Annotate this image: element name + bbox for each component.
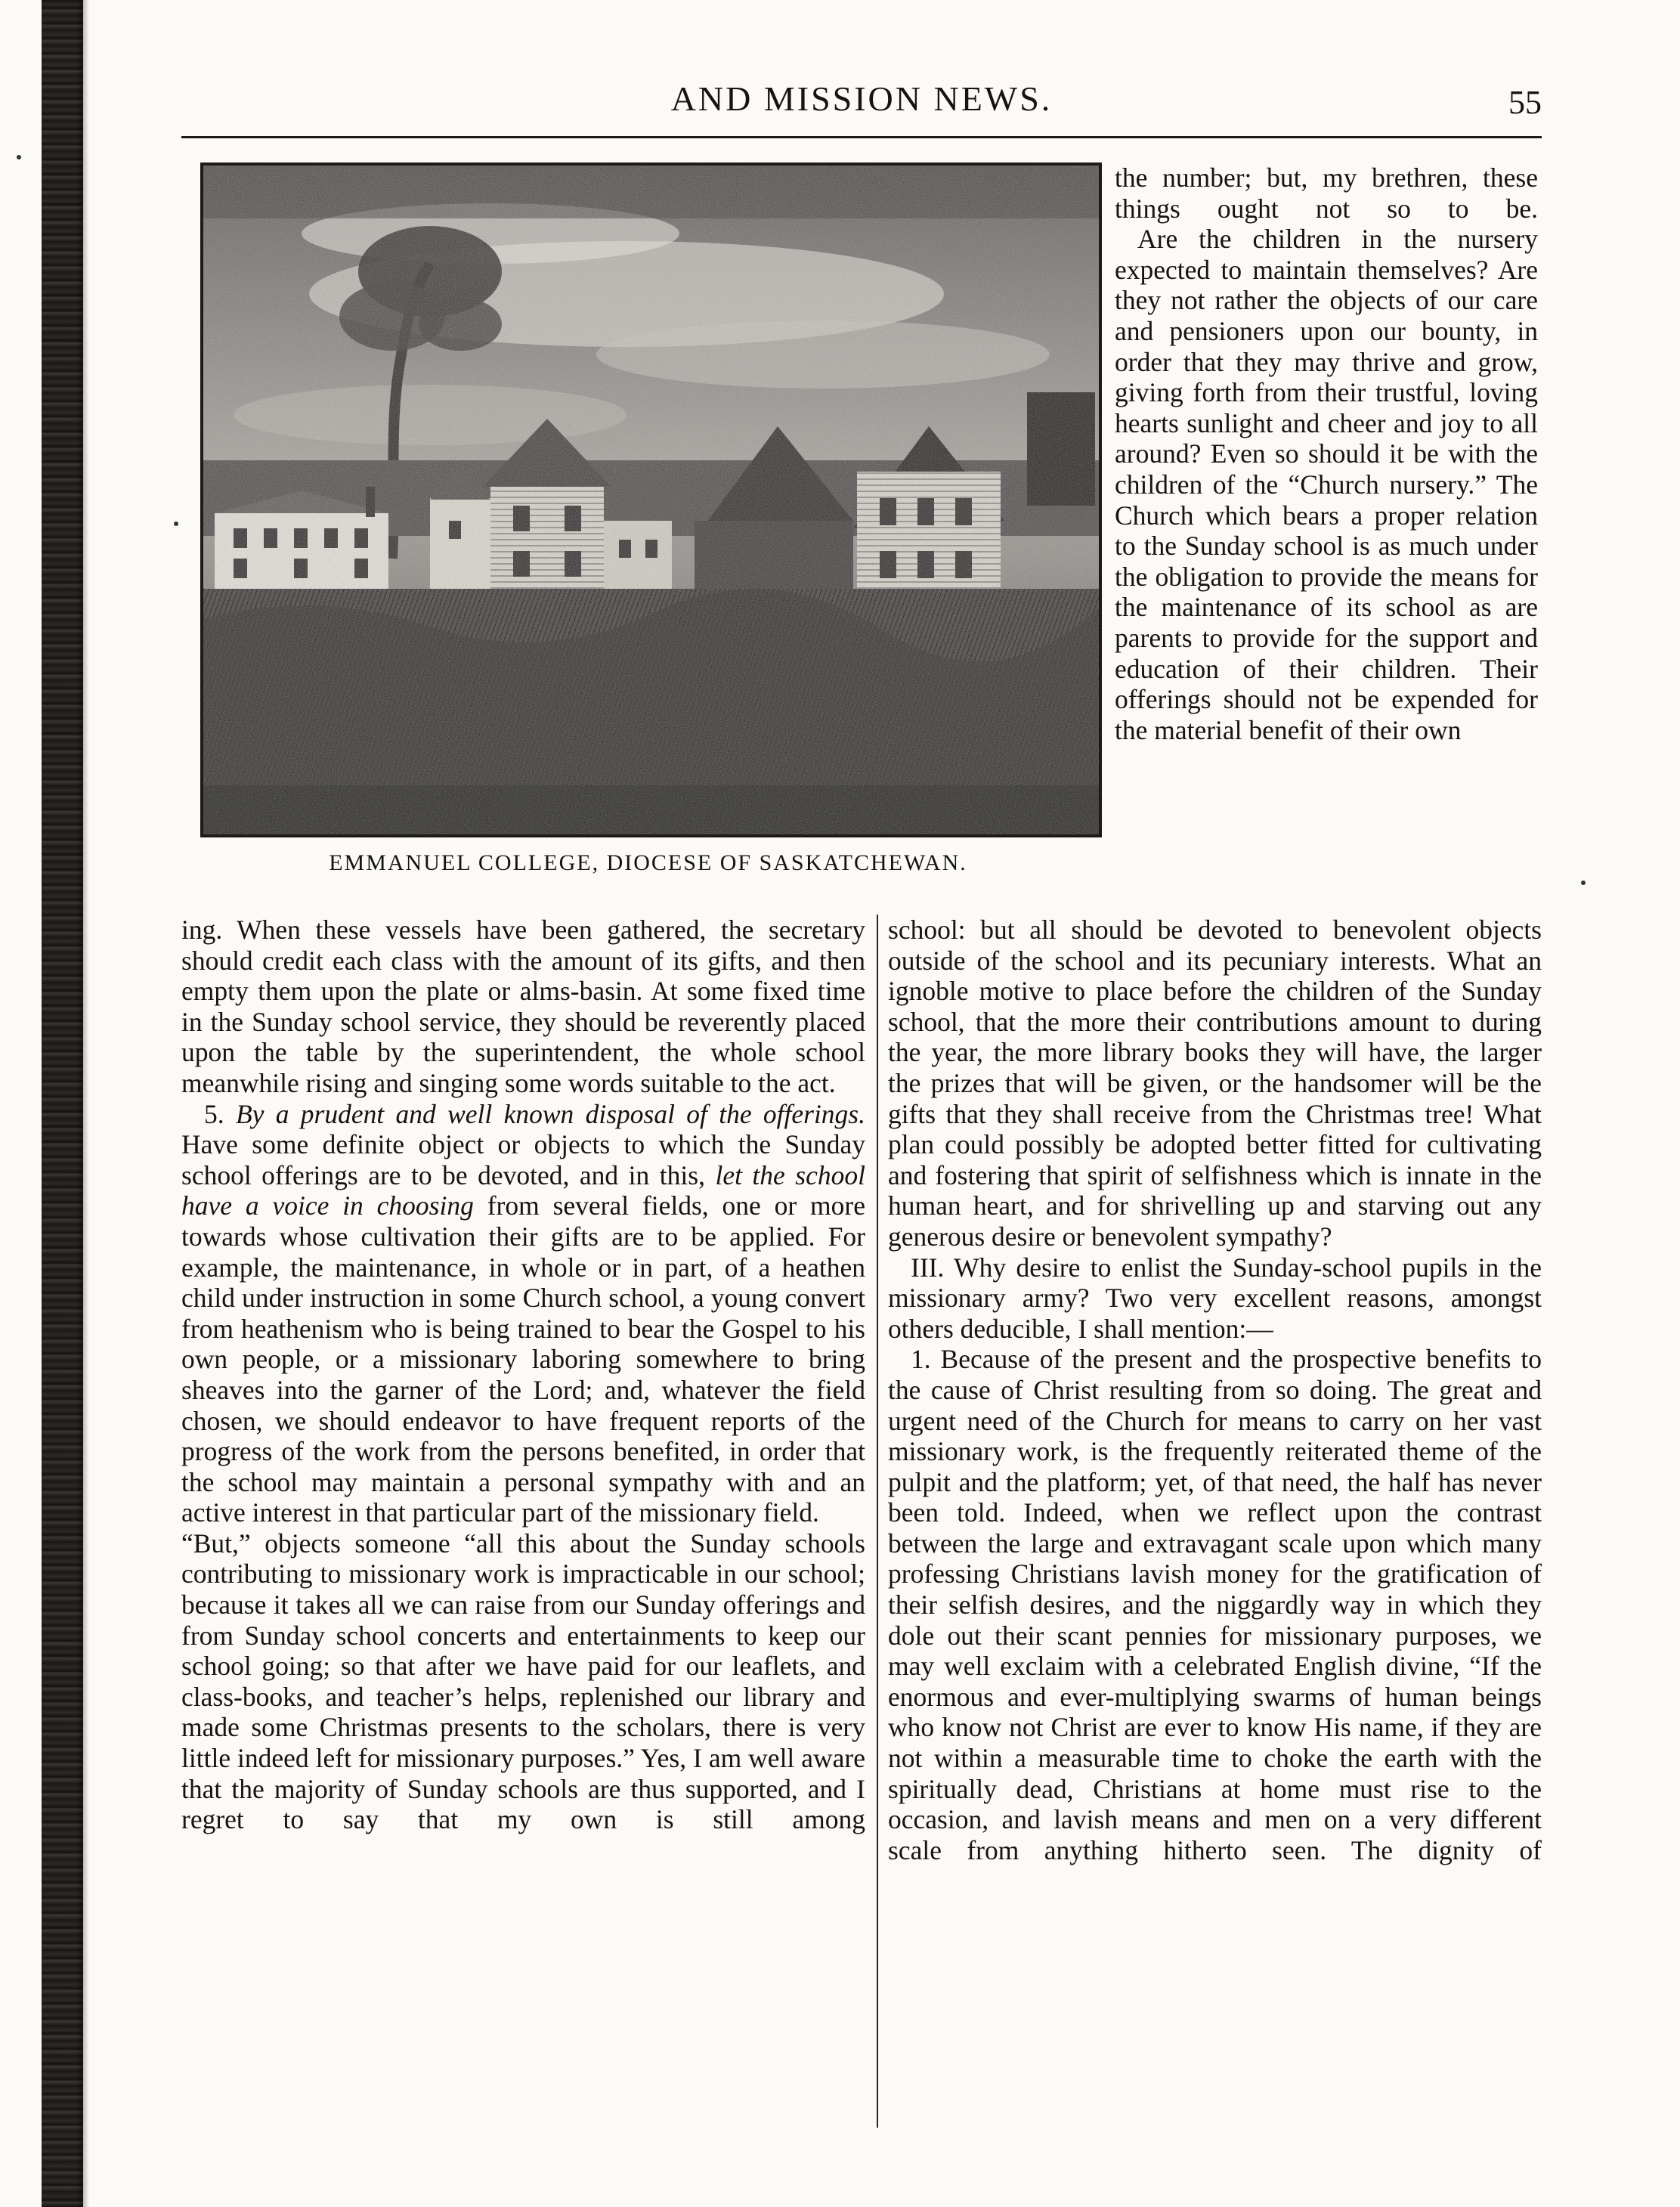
paragraph — [181, 1099, 865, 1528]
text-column-top-right — [1115, 163, 1538, 745]
paragraph: Are the children in the nursery expected to maintain themselves? Are they not rather the objects of our care and pensioners upon our bounty, in order that they may thrive and grow, giving forth from their trustful, loving hearts sunlight and cheer and joy to all around? Even so should it be with the children of the “Church nursery.” The Church which bears a proper relation to the Sunday school is as much under the obligation to provide the means for the maintenance of its school as are parents to provide for the support and education of their children. Their offerings should not be expended for the material benefit of their own — [1115, 224, 1538, 745]
text-run: from several fields, one or more towards whose cultivation their gifts are to be applied. For example, the maintenance, in whole or in part, of a heathen child under instruction in some Church school, a young convert from heathenism who is being trained to bear the Gospel to his own people, or a missionary laboring somewhere to bring sheaves into the garner of the Lord; and, whatever the field chosen, we should endeavor to have frequent reports of the progress of the work from the persons benefited, in order that the school may maintain a personal sympathy with and an active interest in that particular part of the missionary field. — [181, 1190, 866, 1528]
illustration-caption: EMMANUEL COLLEGE, DIOCESE OF SASKATCHEWAN. — [329, 850, 967, 875]
paragraph: III. Why desire to enlist the Sunday-school pupils in the missionary army? Two very excellent reasons, amongst others deducible, I shall mention:— — [888, 1252, 1542, 1344]
paragraph: “But,” objects someone “all this about the Sunday schools contributing to missionary work is impracticable in our school; because it takes all we can raise from our Sunday offerings and from Sunday school concerts and entertainments to keep our school going; so that after we have paid for our leaflets, and class-books, and teacher’s helps, replenished our library and made some Christmas presents to the scholars, there is very little indeed left for missionary purposes.” Yes, I am well aware that the majority of Sunday schools are thus supported, and I regret to say that my own is still among — [181, 1528, 865, 1835]
print-speck — [174, 522, 178, 526]
paragraph: ing. When these vessels have been gathered, the secretary should credit each class with the amount of its gifts, and then empty them upon the plate or alms-basin. At some fixed time in the Sunday school service, they should be reverently placed upon the table by the superintendent, the whole school meanwhile rising and singing some words suitable to the act. — [181, 915, 865, 1098]
paragraph: 1. Because of the present and the prospective benefits to the cause of Christ resulting from so doing. The great and urgent need of the Church for means to carry on her vast missionary work, is the frequently reiterated theme of the pulpit and the platform; yet, of that need, the half has never been told. Indeed, when we reflect upon the contrast between the large and extravagant scale upon which many professing Christians lavish money for the gratification of their selfish desires, and the niggardly way in which they dole out their scant pennies for missionary purposes, we may well exclaim with a celebrated English divine, “If the enormous and ever-multiplying swarms of human beings who know not Christ are ever to know His name, if they are not within a measurable time to choke the earth with the spiritually dead, Christians at home must rise to the occasion, and lavish means and men on a very different scale from anything hitherto seen. The dignity of — [888, 1344, 1542, 1865]
text-column-left — [181, 915, 865, 1835]
text-column-right — [888, 915, 1542, 1865]
item-number: 5. — [204, 1098, 236, 1129]
print-speck — [1581, 881, 1586, 885]
college-engraving — [200, 163, 1102, 837]
paragraph: school: but all should be devoted to benevolent objects outside of the school and its pecuniary interests. What an ignoble motive to place before the children of the Sunday school, that the more their contributions amount to during the year, the more library books they will have, the larger the prizes that will be given, or the handsomer will be the gifts that they shall receive from the Christmas tree! What plan could possibly be adopted better fitted for cultivating and fostering that spirit of selfishness which is innate in the human heart, and for shrivelling up and starving out any generous desire or benevolent sympathy? — [888, 915, 1542, 1252]
book-spine-edge — [42, 0, 83, 2207]
italic-phrase: let the school have a voice in choosing — [181, 1159, 865, 1221]
page-header — [181, 76, 1542, 138]
italic-heading: By a prudent and well known disposal of the offerings. — [235, 1098, 865, 1129]
page-number: 55 — [1508, 84, 1542, 121]
running-head: AND MISSION NEWS. — [670, 79, 1053, 118]
text-run: Have some definite object or objects to which the Sunday school offerings are to be devoted, and in this, — [181, 1129, 865, 1190]
column-divider — [877, 915, 878, 2128]
paragraph: the number; but, my brethren, these things ought not so to be. — [1115, 163, 1538, 224]
print-speck — [17, 155, 21, 159]
